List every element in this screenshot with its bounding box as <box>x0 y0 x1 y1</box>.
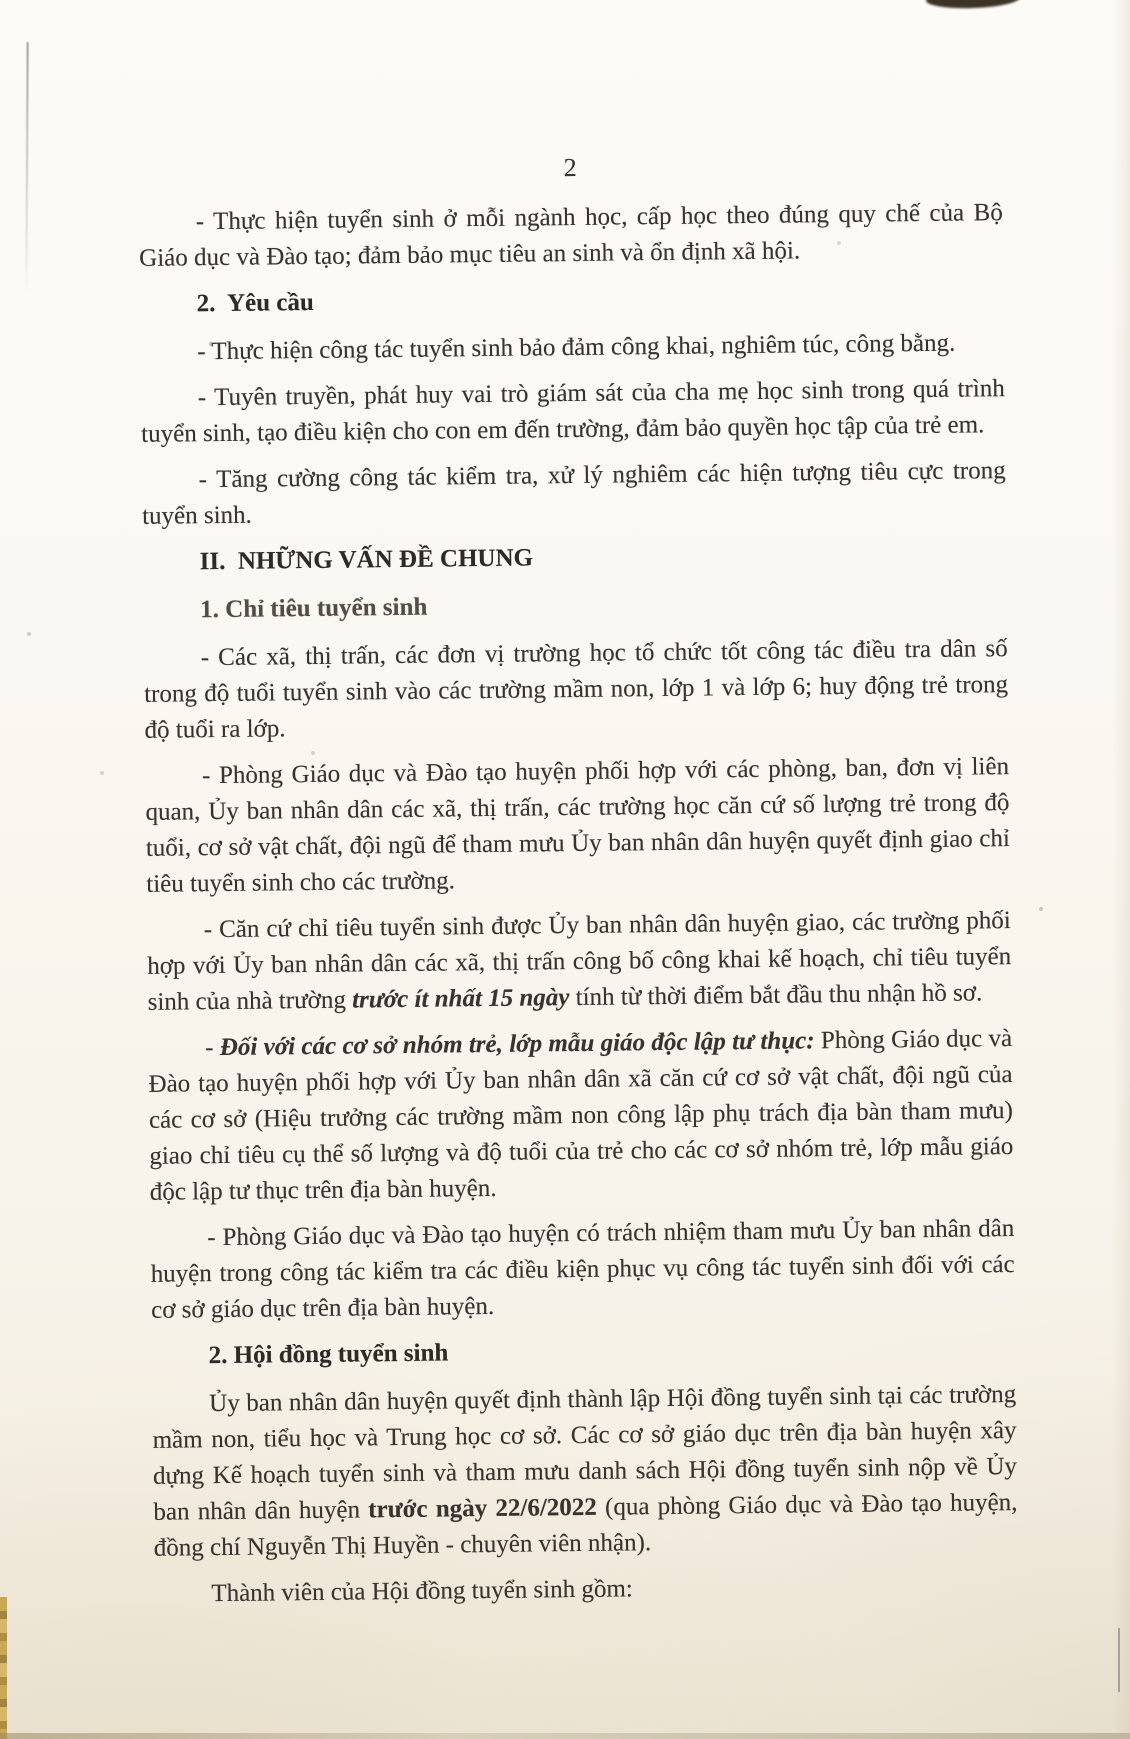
scan-artifact-specks <box>0 0 2 2</box>
text-run: - <box>205 1034 220 1062</box>
para-cong-khai-nghiem-tuc: - Thực hiện công tác tuyển sinh bảo đảm công khai, nghiêm túc, công bằng. <box>197 329 956 366</box>
para-tang-cuong-kiem-tra: - Tăng cường công tác kiểm tra, xử lý nghiêm các hiện tượng tiêu cực trong tuyển sinh. <box>141 457 1006 530</box>
text-run-bold: trước ngày 22/6/2022 <box>368 1493 597 1524</box>
scan-artifact-bottom-shadow <box>0 1733 1130 1739</box>
text-run: - Căn cứ chỉ tiêu tuyển sinh được Ủy ban nhân dân huyện giao, các trường phối hợp với Ủy ban nhân dân các xã, thị trấn công bố công khai kế hoạch, chỉ tiêu tuyển sinh của nhà trường <box>147 907 1012 1016</box>
text-run: Ủy ban nhân dân huyện quyết định thành lập Hội đồng tuyển sinh tại các trường mầm non, tiểu học và Trung học cơ sở. Các cơ sở giáo dục trên địa bàn huyện xây dựng Kế hoạch tuyển sinh và tham mưu danh sách Hội đồng tuyển sinh nộp về Ủy ban nhân dân huyện <box>152 1381 1018 1526</box>
scan-artifact-right-edge-shade <box>1112 0 1130 1739</box>
page-number: 2 <box>563 152 577 183</box>
heading-hoi-dong-tuyen-sinh: 2. Hội đồng tuyển sinh <box>208 1339 449 1370</box>
text-run: tính từ thời điểm bắt đầu thu nhận hồ sơ. <box>569 979 983 1012</box>
para-dieu-tra-dan-so: - Các xã, thị trấn, các đơn vị trường học tổ chức tốt công tác điều tra dân số trong độ tuổi tuyển sinh vào các trường mầm non, lớp 1 và lớp 6; huy động trẻ trong độ tuổi ra lớp. <box>143 635 1009 744</box>
para-thanh-vien-gom: Thành viên của Hội đồng tuyển sinh gồm: <box>211 1575 633 1608</box>
text-run: (qua phòng Giáo dục và Đào tạo huyện, đồng chí Nguyễn Thị Huyền - chuyên viên nhận). <box>153 1489 1018 1562</box>
para-nhom-tre-tu-thuc <box>148 1021 1014 1211</box>
para-thanh-lap-hoi-dong <box>152 1377 1018 1567</box>
text-run-bold-italic: trước ít nhất 15 ngày <box>351 984 570 1014</box>
heading-chi-tieu-tuyen-sinh: 1. Chỉ tiêu tuyển sinh <box>200 593 428 624</box>
scan-artifact-gold-page-edge <box>0 1597 7 1739</box>
para-can-cu-chi-tieu <box>147 903 1012 1021</box>
scan-artifact-left-scratch <box>25 42 28 294</box>
heading-yeu-cau: 2. Yêu cầu <box>196 288 315 318</box>
para-phong-gddt-phoi-hop: - Phòng Giáo dục và Đào tạo huyện phối hợp với các phòng, ban, đơn vị liên quan, Ủy ban nhân dân các xã, thị trấn, các trường học căn cứ số lượng trẻ trong độ tuổi, cơ sở vật chất, đội ngũ để tham mưu Ủy ban nhân dân huyện quyết định giao chỉ tiêu tuyển sinh cho các trường. <box>145 753 1010 898</box>
para-trach-nhiem-tham-muu: - Phòng Giáo dục và Đào tạo huyện có trách nhiệm tham mưu Ủy ban nhân dân huyện trong công tác kiểm tra các điều kiện phục vụ công tác tuyển sinh đối với các cơ sở giáo dục trên địa bàn huyện. <box>150 1215 1015 1324</box>
para-tuyen-truyen: - Tuyên truyền, phát huy vai trò giám sát của cha mẹ học sinh trong quá trình tuyển sinh, tạo điều kiện cho con em đến trường, đảm bảo quyền học tập của trẻ em. <box>141 375 1005 448</box>
heading-nhung-van-de-chung: II. NHỮNG VẤN ĐỀ CHUNG <box>199 544 534 576</box>
text-run-bold-italic: Đối với các cơ sở nhóm trẻ, lớp mẫu giáo độc lập tư thục: <box>219 1027 815 1062</box>
document-content <box>138 145 1019 1623</box>
scan-artifact-top-ink-mark <box>926 0 1021 10</box>
text-run: Phòng Giáo dục và Đào tạo huyện phối hợp với Ủy ban nhân dân xã căn cứ cơ sở vật chất, đội ngũ của các cơ sở (Hiệu trưởng các trường mầm non công lập phụ trách địa bàn tham mưu) giao chỉ tiêu cụ thể số lượng và độ tuổi của trẻ cho các cơ sở nhóm trẻ, lớp mẫu giáo độc lập tư thục trên địa bàn huyện. <box>148 1025 1014 1206</box>
para-quy-che-bo-gddt: - Thực hiện tuyển sinh ở mỗi ngành học, cấp học theo đúng quy chế của Bộ Giáo dục và Đào tạo; đảm bảo mục tiêu an sinh và ổn định xã hội. <box>139 199 1003 272</box>
